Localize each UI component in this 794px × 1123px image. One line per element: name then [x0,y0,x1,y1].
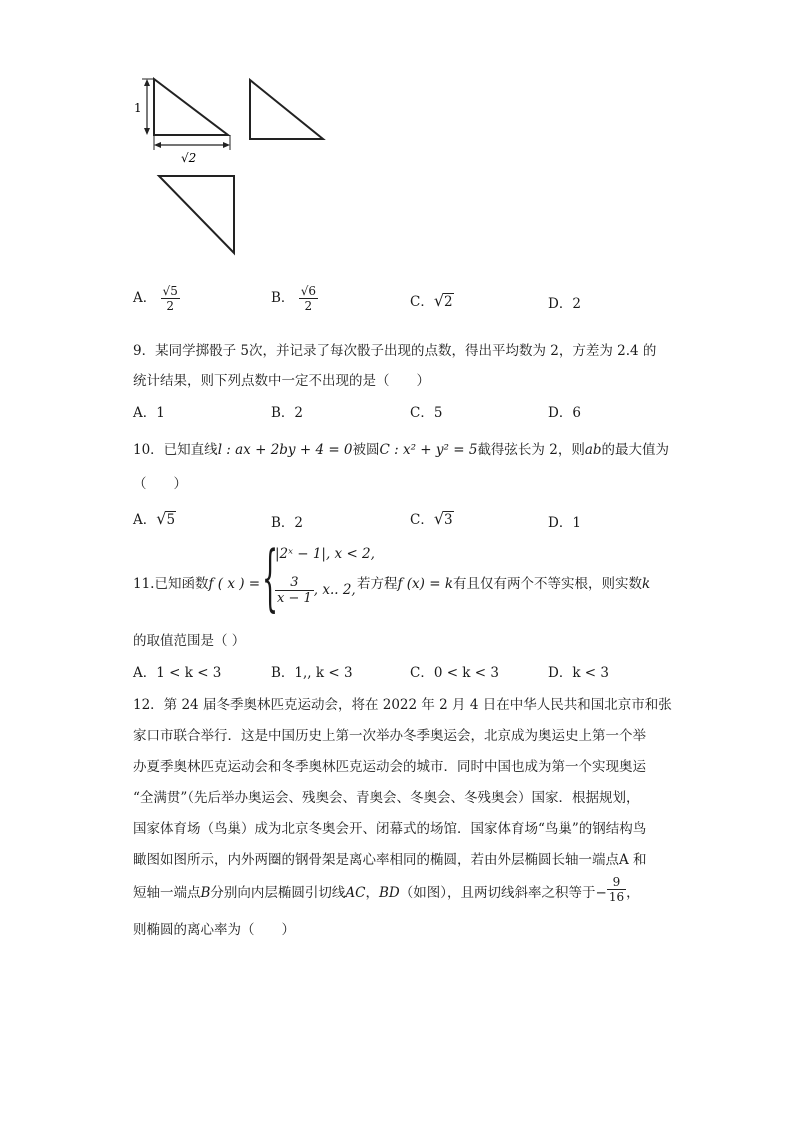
q9-stem-line1: 9．某同学掷骰子 5次，并记录了每次骰子出现的点数，得出平均数为 2，方差为 2.4 的 [133,343,657,359]
q11-brace: { [262,535,279,619]
q11-stem-right: 若方程f (x) = k有且仅有两个不等实根，则实数k [357,576,651,592]
q11-option-d[interactable]: D．k < 3 [548,665,609,681]
q9-option-b[interactable]: B．2 [271,405,304,421]
q10-option-c[interactable]: C．√3 [410,509,453,528]
q10-circle-equation: C : x² + y² = 5 [379,442,478,458]
triangle-figure [125,70,335,265]
q10-option-d[interactable]: D．1 [548,515,581,531]
q11-option-b[interactable]: B．1,, k < 3 [271,665,353,681]
q8-option-b[interactable]: B． $\frac{√6}{2}$ [271,284,316,313]
q12-line1: 12．第 24 届冬季奥林匹克运动会，将在 2022 年 2 月 4 日在中华人民共和国北京市和张 [133,697,672,713]
triangle-2 [250,80,323,139]
q12-line5: 国家体育场（鸟巢）成为北京冬奥会开、闭幕式的场馆．国家体育场“鸟巢”的钢结构鸟 [133,821,647,837]
q10-option-a[interactable]: A．√5 [133,509,176,528]
q12-line6: 瞰图如图所示，内外两圈的钢骨架是离心率相同的椭圆，若由外层椭圆长轴一端点A 和 [133,852,647,868]
q11-case2: $\frac{3}{x - 1}$ , x.. 2, [277,575,356,606]
q10-option-b[interactable]: B．2 [271,515,304,531]
q9-option-d[interactable]: D．6 [548,405,581,421]
q12-line4: “全满贯”（先后举办奥运会、残奥会、青奥会、冬奥会、冬残奥会）国家．根据规划， [133,790,640,806]
q12-line3: 办夏季奥林匹克运动会和冬季奥林匹克运动会的城市．同时中国也成为第一个实现奥运 [133,759,646,775]
q9-option-a[interactable]: A．1 [133,405,165,421]
q11-option-a[interactable]: A．1 < k < 3 [133,665,222,681]
q10-stem-line1: 10．已知直线l : ax + 2by + 4 = 0被圆C : x² + y² = 5截得弦长为 2，则ab的最大值为 [133,442,670,458]
q10-line-equation: l : ax + 2by + 4 = 0 [217,442,353,458]
q12-line7: 短轴一端点B分别向内层椭圆引切线AC，BD（如图），且两切线斜率之积等于− $\frac{9}{16}$ ， [133,875,640,904]
q8-option-d[interactable]: D．2 [548,296,581,312]
q12-line2: 家口市联合举行．这是中国历史上第一次举办冬季奥运会，北京成为奥运史上第一个举 [133,728,646,744]
label-height: 1 [134,101,142,115]
q11-stem-line2: 的取值范围是（ ） [133,633,246,649]
label-width: √2 [181,151,197,165]
q9-option-c[interactable]: C．5 [410,405,443,421]
q8-option-c[interactable]: C．√2 [410,291,453,310]
triangle-3 [159,176,234,253]
q11-option-c[interactable]: C．0 < k < 3 [410,665,499,681]
q9-stem-line2: 统计结果，则下列点数中一定不出现的是（ ） [133,373,430,389]
q11-case1: |2ˣ − 1|, x < 2, [275,546,375,562]
triangle-1 [154,79,228,135]
q8-option-a[interactable]: A． $\frac{√5}{2}$ [133,284,178,313]
q10-stem-line2: （ ） [133,476,187,492]
q11-prefix: 11.已知函数f ( x ) = [133,576,261,592]
q12-line8: 则椭圆的离心率为（ ） [133,922,295,938]
